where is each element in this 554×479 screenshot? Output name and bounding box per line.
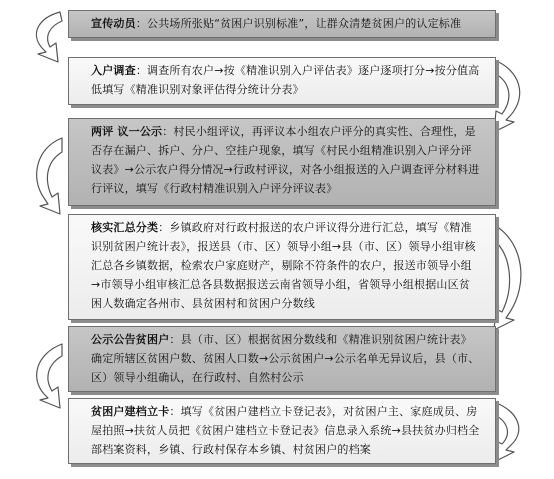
curved-arrow-left: [37, 344, 62, 408]
curved-arrow-right: [492, 60, 520, 132]
step-title: 两评 议一公示: [91, 125, 163, 138]
step-box: [68, 57, 496, 105]
curved-arrow-right: [492, 402, 519, 462]
step-box: [68, 214, 496, 320]
curved-arrow-left: [36, 12, 62, 62]
step-text: ：填写《贫困户建档立卡登记表》，对贫困户主、家庭成员、房屋拍照→扶贫人员把《贫困户建档立卡登记表》信息录入系统→县扶贫办归档全部档案资料，乡镇、行政村保存本乡镇、村贫困户的档案: [91, 405, 480, 456]
step-text: ：县（市、区）根据贫困分数线和《精准识别贫困户统计表》确定所辖区贫困户数、贫困人口数→公示贫困户→公示名单无异议后，县（市、区）领导小组确认，在行政村、自然村公示: [91, 333, 480, 384]
step-title: 贫困户建档立卡: [91, 405, 170, 418]
step-box: [68, 118, 496, 206]
step-box: [68, 326, 496, 392]
step-text: ：乡镇政府对行政村报送的农户评议得分进行汇总，填写《精准识别贫困户统计表》，报送县（市、区）领导小组→县（市、区）领导小组审核汇总各乡镇数据，检索农户家庭财产，剔除不符条件的农户，报送市领导小组→市领导小组审核汇总各县数据报送云南省领导小组，省领导小组根据山区贫困人数确定各州市、县贫困村和贫困户分数线: [91, 221, 476, 310]
step-box: [68, 398, 496, 464]
curved-arrow-right: [494, 226, 521, 330]
step-text: ：公共场所张贴“贫困户识别标准”，让群众清楚贫困户的认定标准: [135, 17, 462, 30]
curved-arrow-left: [37, 138, 62, 214]
step-box: [68, 10, 496, 38]
step-text: ：调查所有农户→按《精准识别入户评估表》逐户逐项打分→按分值高低填写《精准识别对象评估得分统计分表》: [91, 64, 480, 96]
step-title: 入户调查: [91, 64, 136, 77]
step-title: 核实汇总分类: [91, 221, 159, 234]
step-title: 公示公告贫困户: [91, 333, 170, 346]
step-title: 宣传动员: [91, 17, 136, 30]
step-text: ：村民小组评议，再评议本小组农户评分的真实性、合理性，是否存在漏户、拆户、分户、空挂户现象，填写《村民小组精准识别入户评分评议表》→公示农户得分情况→行政村评议，对各小组报送的入户调查评分材料进行评议，填写《行政村精准识别入户评分评议表》: [91, 125, 480, 195]
